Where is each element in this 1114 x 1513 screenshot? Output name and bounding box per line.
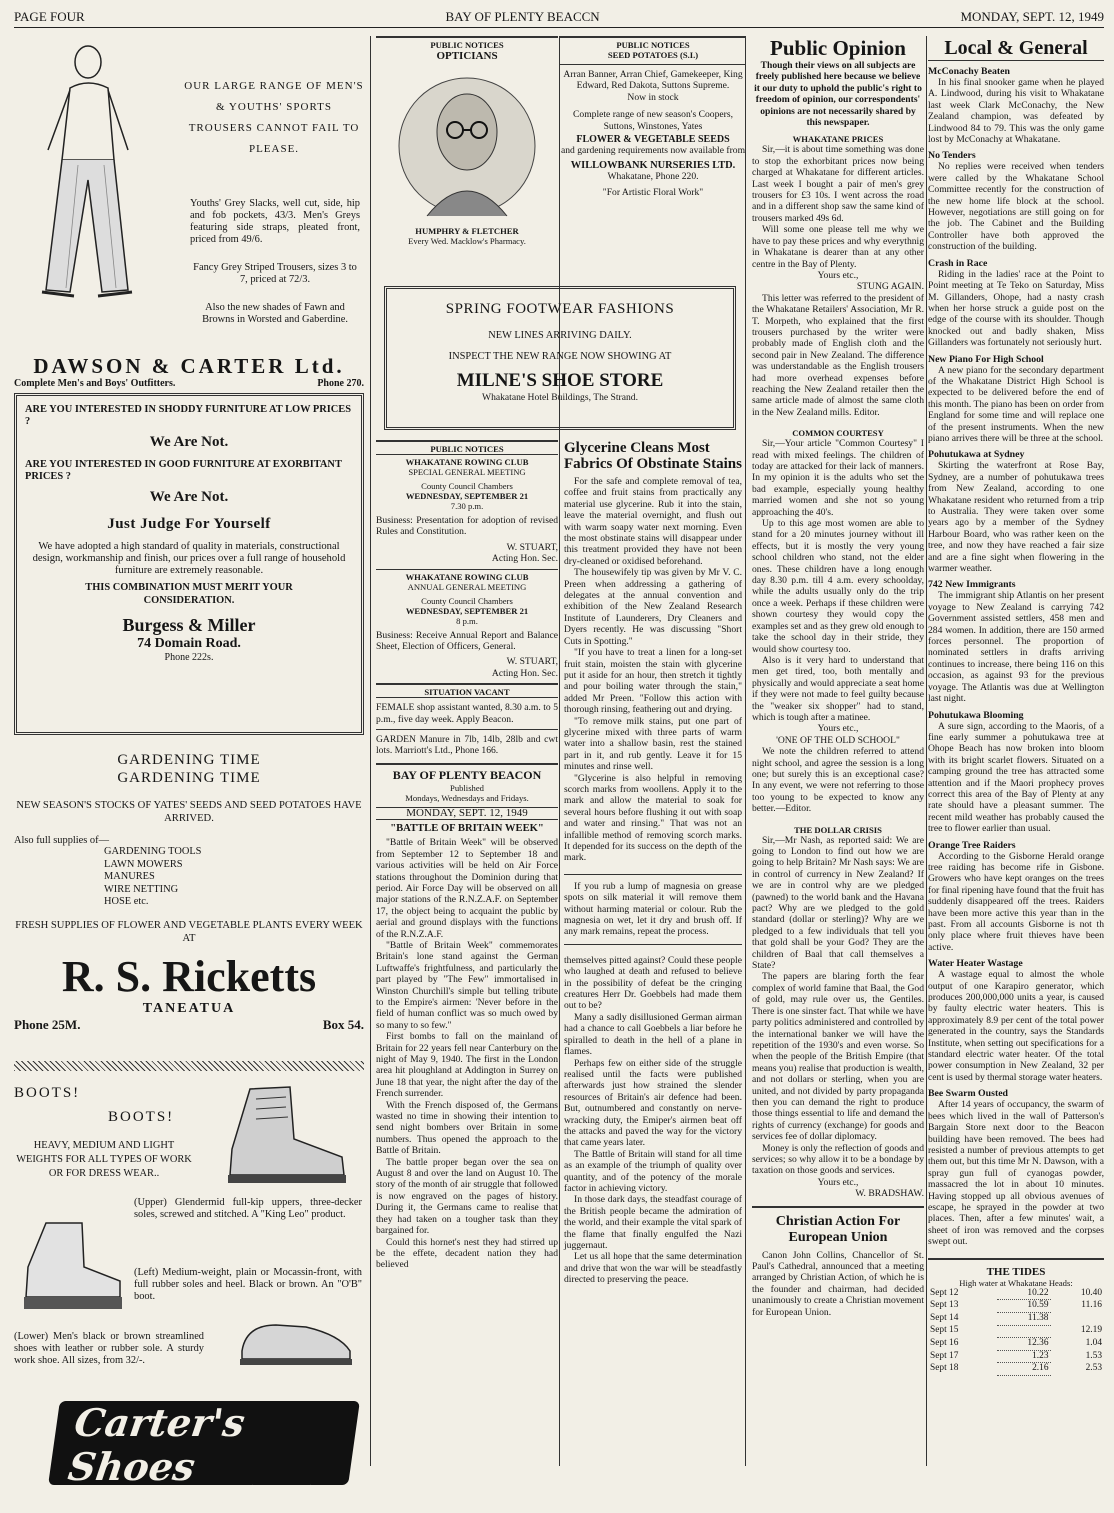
seed-column bbox=[560, 36, 746, 276]
opinion-heading-dollar: THE DOLLAR CRISIS bbox=[794, 824, 882, 835]
milnes-name: MILNE'S SHOE STORE bbox=[456, 370, 664, 391]
local-column bbox=[928, 36, 1104, 1466]
tide-evening: 1.04 bbox=[1085, 1337, 1102, 1348]
local-item-text: According to the Gisborne Herald orange tree raiding has become rife in Gisbone. Growers who have kept oranges on the trees for final ripening have found that the fruit has suddenly disappeared off the trees. Raiders have been more active this year than in the past. From all accounts Gisborne is not th only place where fruit thieves have been active. bbox=[928, 850, 1104, 953]
tide-evening bbox=[1051, 1313, 1105, 1326]
bob-p3: First bombs to fall on the mainland of Britain for 22 years fell near Canterbury on the night of May 9, 1940. The first in the London area hit ploughland at Addington in Surrey on June 18 that year, the night after the day of the French surrender. bbox=[376, 1031, 558, 1100]
dawson-name: DAWSON & CARTER Ltd. bbox=[33, 354, 345, 378]
tide-evening: 11.16 bbox=[1081, 1300, 1102, 1311]
local-item-heading: 742 New Immigrants bbox=[928, 579, 1016, 591]
burgess-body: We have adopted a high standard of quality in materials, constructional design, workmanship and finish, our prices over a full range of household furniture are extremely reasonable. bbox=[32, 541, 346, 576]
notice-label: PUBLIC NOTICES bbox=[430, 444, 504, 454]
glycerine-p2: The housewifely tip was given by Mr V. C. Preen when addressing a gathering of delegates at the annual convention and exhibition of the New Zealand Research Institute of Launderers, Dry Cleaners and Dyers recently. He was discussing "Short Cuts in Spotting." bbox=[564, 567, 742, 647]
ricketts-town: TANEATUA bbox=[142, 1000, 236, 1016]
willowbank-motto: "For Artistic Floral Work" bbox=[602, 186, 704, 198]
beacon-masthead bbox=[376, 763, 558, 820]
rowing-meeting-1: SPECIAL GENERAL MEETING bbox=[408, 467, 526, 477]
christian-title: Christian Action For European Union bbox=[775, 1213, 901, 1245]
seed-varieties: Arran Banner, Arran Chief, Gamekeeper, King Edward, Red Dakota, Suttons Supreme. bbox=[563, 69, 743, 92]
local-item-heading: Bee Swarm Ousted bbox=[928, 1088, 1009, 1100]
ricketts-seeds: NEW SEASON'S STOCKS OF YATES' SEEDS AND SEED POTATOES HAVE ARRIVED. bbox=[16, 800, 362, 824]
local-item-text: Skirting the waterfront at Rose Bay, Sydney, are a number of pohutukawa trees from New Zealand, according to one Whakatane resident who returned from a trip to Australia. They were taken over some years ago by a member of the Sydney Harbour Board, who was rather keen on the tree, and now they have reached a fair size and are a fine sight when flowering in the warmer weather. bbox=[928, 460, 1104, 575]
notices-column-lower bbox=[376, 440, 558, 1466]
rowing-meeting-2: ANNUAL GENERAL MEETING bbox=[407, 581, 527, 592]
notice-label: PUBLIC NOTICES bbox=[616, 40, 690, 50]
dawson-footer bbox=[14, 378, 364, 389]
boots-left: (Left) Medium-weight, plain or Mocassin-front, with full rubber soles and heel. Black or brown. An "O'B" boot. bbox=[134, 1267, 362, 1302]
local-item-text: No replies were received when tenders were called by the Whakatane School Committee recently for the construction of the new home life block at the school. However, negotiations are still going on for the job. The Cabinet and the Building Controller have both approved the construction of the building. bbox=[928, 161, 1104, 253]
bob-p6: Could this hornet's nest they had stirred up be the effete, decadent nation they had believed bbox=[376, 1236, 558, 1271]
rowing-sig-2: W. STUART, bbox=[506, 656, 558, 668]
seed-potatoes-notice bbox=[560, 36, 746, 198]
dawson-tagline: Complete Men's and Boys' Outfitters. bbox=[14, 378, 176, 389]
boots-heading-1: BOOTS! bbox=[14, 1085, 81, 1101]
local-title: Local & General bbox=[944, 37, 1088, 59]
carters-shoes-ad bbox=[14, 1071, 364, 1512]
local-item-heading: Crash in Race bbox=[928, 257, 988, 269]
rowing-time-1: 7.30 p.m. bbox=[450, 501, 484, 511]
ricketts-fresh: FRESH SUPPLIES OF FLOWER AND VEGETABLE PLANTS EVERY WEEK AT bbox=[15, 919, 363, 944]
paper-name: BAY OF PLENTY BEACCN bbox=[445, 8, 600, 24]
ricketts-ad bbox=[14, 751, 364, 1053]
burgess-a1: We Are Not. bbox=[149, 434, 229, 450]
opinion-dollar-1: Sir,—Mr Nash, as reported said: We are going to London to find out how we are going to help Britain? Mr Nash says: We are in control of currency in New Zealand? If we are in control why are we pledged (pawned) to the world bank and the Havana pact? Why are we pledged to the gold standard (dollar or sterling)? Why are we pledged to a few individuals that tell you that gold shall be your God? They are the children of Baal that call themselves a State? bbox=[752, 834, 924, 972]
glycerine-p4: "To remove milk stains, put one part of glycerine mixed with three parts of warm water into a shallow basin, rest the stained part in it, and rub gently. Leave it for 15 minutes and rinse well. bbox=[564, 715, 742, 773]
dawson-shades: Also the new shades of Fawn and Browns in Worsted and Gaberdine. bbox=[202, 302, 348, 325]
carters-slogan: Leaders in Stylish Footwear bbox=[62, 1495, 246, 1512]
tides-table bbox=[928, 1288, 1104, 1377]
local-item-heading: Pohutukawa Blooming bbox=[928, 709, 1024, 721]
tide-day: Sept 18 bbox=[930, 1363, 959, 1374]
milnes-address: Whakatane Hotel Buildings, The Strand. bbox=[482, 392, 638, 403]
dawson-intro: OUR LARGE RANGE OF MEN'S & YOUTHS' SPORTS TROUSERS CANNOT FAIL TO PLEASE. bbox=[184, 80, 364, 155]
ads-column bbox=[14, 36, 364, 1512]
tide-day: Sept 14 bbox=[930, 1313, 959, 1324]
tide-day: Sept 13 bbox=[930, 1300, 959, 1311]
burgess-phone: Phone 222s. bbox=[164, 652, 214, 663]
local-item-text: The immigrant ship Atlantis on her present voyage to New Zealand is carrying 742 Government assisted settlers, 458 men and 284 women. In addition, there are 150 armed forces personnel. The proportion of nominated settlers in drafts arriving continues to increase, there being 116 on this occasion, as against 93 for the previous voyage. The Atlantis was due at Wellington last night. bbox=[928, 590, 1104, 705]
opinion-courtesy-3: Also is it very hard to understand that men get tired, too, both mentally and physically and would appreciate a seat home if they were not made to feel guilty because the "weaker six shopper" had to stand, which is tough after a matinee. bbox=[752, 654, 924, 723]
milnes-line-2: INSPECT THE NEW RANGE NOW SHOWING AT bbox=[448, 351, 672, 362]
tide-evening: 10.40 bbox=[1080, 1287, 1102, 1298]
milnes-title: SPRING FOOTWEAR FASHIONS bbox=[445, 301, 675, 317]
dress-shoe-illustration bbox=[236, 1311, 356, 1371]
opinion-courtesy-4: Yours etc., bbox=[817, 723, 859, 735]
rowing-notices bbox=[376, 440, 558, 679]
glycerine-p1: For the safe and complete removal of tea, coffee and fruit stains from practically any material use glycerine. Rub it into the stain, leave the material overnight, and flush out with warm soapy water next morning. Even the most obstinate stains will disappear under this treatment provided they have not been dry-cleaned or oxidised beforehand. bbox=[564, 476, 742, 567]
bob2-p2: Many a sadly disillusioned German airman had a chance to call Goebbels a liar before he spiralled to death in the hell of a plane in flames. bbox=[564, 1011, 742, 1058]
dawson-phone: Phone 270. bbox=[317, 378, 364, 389]
beacon-days: Mondays, Wednesdays and Fridays. bbox=[405, 792, 529, 803]
rowing-sig-1b: Acting Hon. Sec. bbox=[491, 553, 558, 565]
seed-range: Complete range of new season's Coopers, Suttons, Winstones, Yates bbox=[573, 109, 733, 132]
decorative-border bbox=[14, 1061, 364, 1071]
opinion-intro: Though their views on all subjects are freely published here because we believe it our duty to uphold the public's right to freedom of opinion, our correspondents' opinions are not necessarily shared by this newspaper. bbox=[754, 60, 922, 129]
seed-garden: and gardening requirements now available from bbox=[560, 145, 746, 157]
tides-subtitle: High water at Whakatane Heads: bbox=[959, 1277, 1073, 1288]
opinion-courtesy-5: 'ONE OF THE OLD SCHOOL" bbox=[776, 734, 900, 746]
bob2-p3: Perhaps few on either side of the struggle realised until the facts were published afterwards just how strained the slender resources of Britain's air defence had been. But, outnumbered and constantly on nerve-wracking duty, the Emiper's airmen beat off the attacks and paved the way for the victory that came years later. bbox=[564, 1057, 742, 1149]
local-item-heading: Orange Tree Raiders bbox=[928, 839, 1016, 851]
opinion-courtesy-6: We note the children referred to attend night school, and agree the session is a long one; but surely this is an exceptional case? In any event, we were not referring to those too young to be expected to know any better.—Editor. bbox=[752, 746, 924, 815]
opinion-dollar-5: W. BRADSHAW. bbox=[855, 1188, 924, 1200]
ricketts-phone: Phone 25M. bbox=[14, 1016, 81, 1032]
willowbank-name: WILLOWBANK NURSERIES LTD. bbox=[570, 160, 736, 172]
carters-logo-text: Carter's Shoes bbox=[65, 1400, 248, 1489]
local-item-heading: Pohutukawa at Sydney bbox=[928, 449, 1025, 461]
opinion-heading-courtesy: COMMON COURTESY bbox=[792, 428, 884, 439]
opinion-title: Public Opinion bbox=[770, 36, 906, 60]
glycerine-title: Glycerine Cleans Most Fabrics Of Obstinate Stains bbox=[564, 440, 742, 472]
situation-female: FEMALE shop assistant wanted, 8.30 a.m. to 5 p.m., five day week. Apply Beacon. bbox=[376, 702, 558, 725]
masthead bbox=[14, 6, 1104, 28]
rowing-business-2: Business: Receive Annual Report and Balance Sheet, Election of Officers, General. bbox=[376, 629, 558, 653]
tide-row bbox=[928, 1325, 1104, 1337]
beacon-date: MONDAY, SEPT. 12, 1949 bbox=[406, 806, 528, 819]
work-boot-illustration bbox=[210, 1079, 350, 1189]
boots-weights: HEAVY, MEDIUM AND LIGHT WEIGHTS FOR ALL TYPES OF WORK OR FOR DRESS WEAR.. bbox=[16, 1140, 192, 1179]
tide-row bbox=[928, 1288, 1104, 1300]
beacon-published: Published bbox=[450, 782, 484, 793]
milnes-line-1: NEW LINES ARRIVING DAILY. bbox=[488, 330, 632, 341]
column-rule bbox=[370, 36, 371, 1466]
ricketts-heading-2: GARDENING TIME bbox=[117, 770, 261, 786]
seed-title: SEED POTATOES (S.I.) bbox=[607, 50, 699, 60]
bob-p1: "Battle of Britain Week" will be observed from September 12 to September 18 and various activities will be held on Air Force stations throughout the Dominion during that period. Air Force Day will be observed on all major stations of the R.N.Z.A.F. on September 17, the object being to acquaint the public by aerial and ground displays with the functions of the R.N.Z.A.F. bbox=[376, 837, 558, 940]
tide-evening: 2.53 bbox=[1085, 1363, 1102, 1374]
burgess-q1: ARE YOU INTERESTED IN SHODDY FURNITURE AT LOW PRICES ? bbox=[25, 404, 352, 427]
boots-heading-2: BOOTS! bbox=[108, 1109, 175, 1125]
tide-morning bbox=[997, 1325, 1050, 1337]
local-item-text: A new piano for the secondary department of the Whakatane District High School is expected to be delivered before the end of this month. The piano has been on order from England for some time and will replace one of the present instruments. When the new piano arrives there will be three at the school. bbox=[928, 364, 1104, 444]
rowing-sig-1: W. STUART, bbox=[506, 541, 558, 553]
rowing-date-1: WEDNESDAY, SEPTEMBER 21 bbox=[405, 491, 529, 501]
tide-morning: 11.38 bbox=[997, 1313, 1050, 1326]
opinion-prices-5: This letter was referred to the president of the Whakatane Retailers' Association, Mr R. T. Morpeth, who explained that the first trousers purchased by the writer were probably made of English cloth and the second pair in New Zealand. The difference was understandable as the English trousers had more overhead expenses before reaching the New Zealand retailer then the same article made of almost the same cloth in the New Zealand mills. Editor. bbox=[752, 292, 924, 418]
boots-upper: (Upper) Glendermid full-kip uppers, three-decker soles, screwed and stitched. A "King Leo" product. bbox=[134, 1197, 362, 1220]
local-item-heading: McConachy Beaten bbox=[928, 66, 1010, 77]
local-items bbox=[928, 66, 1104, 1248]
seed-fv: FLOWER & VEGETABLE SEEDS bbox=[576, 134, 730, 146]
optician-name: HUMPHRY & FLETCHER bbox=[415, 226, 519, 236]
opinion-prices-2: Will some one please tell me why we have to pay these prices and why everythnig in Whakatane is dearer than at any other centre in the Bay of Plenty. bbox=[752, 224, 924, 270]
burgess-merit: THIS COMBINATION MUST MERIT YOUR CONSIDERATION. bbox=[85, 582, 293, 606]
tide-morning: 2.16 bbox=[997, 1363, 1050, 1376]
tide-morning: 10.22 bbox=[997, 1288, 1050, 1300]
ricketts-item: WIRE NETTING bbox=[104, 883, 179, 895]
burgess-address: 74 Domain Road. bbox=[137, 636, 241, 651]
situation-garden: GARDEN Manure in 7lb, 14lb, 28lb and cwt lots. Marriott's Ltd., Phone 166. bbox=[376, 734, 558, 757]
newspaper-page bbox=[14, 6, 1104, 1512]
tide-day: Sept 16 bbox=[930, 1337, 959, 1348]
ricketts-item: GARDENING TOOLS bbox=[104, 846, 202, 857]
glycerine-article bbox=[564, 440, 742, 945]
rowing-sig-2b: Acting Hon. Sec. bbox=[491, 667, 558, 679]
bob2-p1: themselves pitted against? Could these people who laughed at death and refused to believe in the possibility of defeat be the cringing creatures Herr Dr. Goebbels had made them out to be? bbox=[564, 954, 742, 1012]
milnes-ad bbox=[384, 286, 736, 430]
ricketts-box: Box 54. bbox=[322, 1016, 364, 1032]
tide-evening: 12.19 bbox=[1080, 1325, 1102, 1336]
opticians-notice bbox=[376, 36, 558, 246]
tide-morning: 12.36 bbox=[997, 1337, 1050, 1350]
rowing-club-2: WHAKATANE ROWING CLUB bbox=[405, 571, 529, 582]
battle-of-britain-continued bbox=[564, 955, 742, 1286]
glycerine-p6: If you rub a lump of magnesia on grease spots on silk material it will remove them without harming material or colour. Rub the magnesia on wet, let it dry and brush off. If any mark remains, repeat the process. bbox=[564, 880, 742, 938]
burgess-miller-ad bbox=[14, 393, 364, 735]
situation-label: SITUATION VACANT bbox=[424, 687, 510, 698]
tide-row bbox=[928, 1350, 1104, 1363]
willowbank-phone: Whakatane, Phone 220. bbox=[607, 171, 699, 183]
local-item-heading: Water Heater Wastage bbox=[928, 958, 1023, 970]
local-item-text: A wastage equal to almost the whole output of one Karapiro generator, which produces 200,000,000 units a year, is caused by faulty electric water heaters. This is approximately 8.9 per cent of the total power generated in the country, says the Standards Institute, when setting out specifications for a standard electric water heater. Of the total power consumption in New Zealand, 32 per cent is used by thermal storage water heaters. bbox=[928, 969, 1104, 1083]
notice-label: PUBLIC NOTICES bbox=[430, 40, 504, 50]
ricketts-name: R. S. Ricketts bbox=[61, 951, 317, 1001]
rowing-venue-1: County Council Chambers bbox=[421, 481, 513, 491]
opinion-prices-1: Sir,—it is about time something was done to stop the exhorbitant prices now being charged at Whakatane for different articles. Last week I bought a pair of men's grey trousers for £3 10s. I went across the road and in a different shop saw the same kind of trousers marked 49s 6d. bbox=[752, 144, 924, 224]
opinion-heading-prices: WHAKATANE PRICES bbox=[792, 134, 884, 145]
local-item-text: After 14 years of occupancy, the swarm of bees which lived in the wall of Patterson's Bargain Store next door to the Beacon building have been removed. The bees had resisted a number of previous attempts to get them out, but this time Mr N. Dawson, with a spray gun full of cyanogas powder, massacred the lot in about 10 minutes. Having stopped up all obvious avenues of escape, he sprayed in the powder at two places. Then, after a few minutes' wait, a sheet of iron was removed and the corpses swept out. bbox=[928, 1099, 1104, 1248]
local-item-text: A sure sign, according to the Maoris, of a fine early summer a pohutukawa tree at Ohope Beach has now broken into bloom with its bright scarlet flowers. Situated on a camping ground the tree has attracted some attention and if the Maori prophecy proves correct this area of the Bay of Plenty at any rate should have a pleasant summer. The recent mild weather has probably caused the tree to flower earlier than usual. bbox=[928, 720, 1104, 835]
rowing-time-2: 8 p.m. bbox=[456, 615, 478, 626]
optician-when: Every Wed. Macklow's Pharmacy. bbox=[408, 236, 526, 246]
tide-row bbox=[928, 1337, 1104, 1350]
opinion-prices-3: Yours etc., bbox=[817, 269, 859, 281]
opinion-courtesy-2: Up to this age most women are able to stand for a 20 minutes journey without ill effects, but it is mostly the very young school children who stand, not the elder ones. These children have a long enough day 8.30 p.m. till 4 a.m. every schoolday, while the adults usually only do the trip once a week. Perhaps if these children were shown courtesy they would copy the examples set and as they grew old enough to take the school day in their stride, they would show courtesy too. bbox=[752, 518, 924, 655]
page-number: PAGE FOUR bbox=[14, 8, 85, 24]
ricketts-footer bbox=[14, 1017, 364, 1033]
rowing-date-2: WEDNESDAY, SEPTEMBER 21 bbox=[405, 605, 529, 616]
tide-row bbox=[928, 1363, 1104, 1376]
local-item-heading: No Tenders bbox=[928, 150, 976, 162]
burgess-q2: ARE YOU INTERESTED IN GOOD FURNITURE AT EXORBITANT PRICES ? bbox=[25, 459, 342, 482]
carters-logo bbox=[48, 1400, 360, 1512]
tide-row bbox=[928, 1300, 1104, 1313]
rowing-club-1: WHAKATANE ROWING CLUB bbox=[405, 457, 529, 467]
glycerine-p3: "If you have to treat a linen for a long-set fruit stain, moisten the stain with glycerine put it aside for an hour, then stretch it tightly and pour boiling water through the stain," added Mr Preen. "Follow this action with thorough rinsing, feathering out and drying. bbox=[564, 647, 742, 716]
man-in-trousers-illustration bbox=[18, 40, 168, 310]
opinion-courtesy-1: Sir,—Your article "Common Courtesy" I read with mixed feelings. The children of today are attacked for their lack of manners. In my opinion it is the adults who set the bad example, especially young healthy married women and she not so young approaching the 40's. bbox=[752, 438, 924, 518]
bob-p4: With the French disposed of, the Germans wasted no time in showing their intention to send night bombers over Britain in some numbers. Thus opened the approach to the Battle of Britain. bbox=[376, 1099, 558, 1157]
glycerine-p5: "Glycerine is also helpful in removing scorch marks from woollens. Apply it to the mark and allow the material to soak for several hours before flushing it out with soap and water and rinsing." That was not an infallible method of removing scorch marks. It depended for its success on the depth of the mark. bbox=[564, 772, 742, 864]
local-item-text: Riding in the ladies' race at the Point to Point meeting at Te Teko on Saturday, Miss M. Gillanders, Ohope, had a nasty crash when her horse struck a guide post on the edge of the course with its shoulder. Though knocked out and badly shaken, Miss Gillanders was fortunately not seriously hurt. bbox=[928, 268, 1104, 349]
ricketts-item: MANURES bbox=[104, 871, 155, 883]
tide-day: Sept 17 bbox=[930, 1350, 959, 1361]
rubber-sole-boot-illustration bbox=[16, 1217, 126, 1317]
bob2-p6: Let us all hope that the same determination and drive that won the war will be steadfastly directed to preserving the peace. bbox=[564, 1251, 742, 1286]
burgess-name: Burgess & Miller bbox=[122, 615, 256, 635]
ricketts-also: Also full supplies of— bbox=[14, 835, 109, 846]
optician-portrait bbox=[397, 66, 537, 226]
tides-title: THE TIDES bbox=[986, 1265, 1046, 1278]
opticians-title: OPTICIANS bbox=[436, 50, 498, 62]
tide-day: Sept 12 bbox=[930, 1287, 959, 1298]
local-item-text: In his final snooker game when he played A. Lindwood, during his visit to Whakatane last week Clark McConachy, the New Zealand champion, was defeated by Lindwood 84 to 79. This was the only game lost by McConachy at Whakatane. bbox=[928, 77, 1104, 146]
ricketts-item: HOSE etc. bbox=[104, 896, 149, 908]
bob-p2: "Battle of Britain Week" commemorates Britain's lone stand against the German Luftwaffe's frightfulness, and particularly the part played by "The Few" immortalised in Winston Churchill's simple but telling tribute to the Empire's airmen: 'Never before in the field of human conflict was so much owed by so many to so few." bbox=[376, 939, 558, 1031]
opinion-dollar-2: The papers are blaring forth the fear complex of world famine that Baal, the God of gold, may rule over us, the Gentiles. There is one sinster fact. That while we have party politics administered and controlled by the international banker we will have the repetition of the 1930's and even worse. So when the people of the British Empire (that means you) realise that production is wealth, and not dollars or sterling, when you are united, and not divided by party propaganda then you can demand the right to produce those things essential to life and demand the rights of currency (exchange) for goods and services fee of dollar diplomacy. bbox=[752, 971, 924, 1143]
glycerine-column bbox=[564, 440, 742, 1466]
rowing-business-1: Business: Presentation for adoption of revised Rules and Constitution. bbox=[376, 515, 558, 538]
burgess-judge: Just Judge For Yourself bbox=[107, 516, 271, 532]
carters-logo-sub: (WHAKATANE) LTD. bbox=[249, 1483, 335, 1493]
dawson-slacks: Youths' Grey Slacks, well cut, side, hip and fob pockets, 43/3. Men's Greys featuring side straps, pleated front, priced from 49/6. bbox=[190, 198, 360, 245]
tide-morning: 10.59 bbox=[997, 1300, 1050, 1313]
tide-morning: 1.23 bbox=[997, 1350, 1050, 1363]
opinion-prices-4: STUNG AGAIN. bbox=[856, 281, 924, 293]
beacon-name: BAY OF PLENTY BEACON bbox=[392, 767, 542, 782]
local-item-heading: New Piano For High School bbox=[928, 353, 1044, 365]
opinion-dollar-4: Yours etc., bbox=[817, 1176, 859, 1188]
opinion-dollar-3: Money is only the reflection of goods and services; so why allow it to be a bondage by taxation on those goods and services. bbox=[752, 1142, 924, 1177]
battle-of-britain-article bbox=[376, 823, 558, 1270]
issue-date: MONDAY, SEPT. 12, 1949 bbox=[960, 8, 1104, 24]
tide-evening: 1.53 bbox=[1085, 1350, 1102, 1361]
ricketts-item: LAWN MOWERS bbox=[104, 858, 183, 870]
opinion-column bbox=[752, 36, 924, 1466]
christian-body: Canon John Collins, Chancellor of St. Paul's Cathedral, announced that a meeting arranged by Christian Action, of which he is the founder and chairman, had decided unanimously to create a Christian movement for European Union. bbox=[752, 1249, 924, 1318]
bob2-p4: The Battle of Britain will stand for all time as an example of the triumph of quality over quantity, and of the potency of the morale factor in achieving victory. bbox=[564, 1148, 742, 1194]
boots-lower: (Lower) Men's black or brown streamlined shoes with leather or rubber sole. A sturdy work shoe. All sizes, from 32/-. bbox=[14, 1331, 204, 1366]
seed-stock: Now in stock bbox=[627, 91, 679, 103]
bob-p5: The battle proper began over the sea on August 8 and over the land on August 10. The story of the month of air struggle that followed is now engraved on the pages of history. During it, the Germans came to realise that they had taken on a tougher task than they bargained for. bbox=[376, 1156, 558, 1237]
tide-row bbox=[928, 1313, 1104, 1326]
dawson-striped: Fancy Grey Striped Trousers, sizes 3 to 7, priced at 72/3. bbox=[193, 262, 357, 285]
ricketts-heading-1: GARDENING TIME bbox=[117, 752, 261, 768]
column-rule bbox=[926, 36, 927, 1466]
situation-vacant bbox=[376, 683, 558, 757]
ricketts-items bbox=[104, 846, 364, 909]
tide-day: Sept 15 bbox=[930, 1325, 959, 1336]
bob2-p5: In those dark days, the steadfast courage of the British people became the admiration of the world, and their example the vital spark of the flame that finally engulfed the Nazi juggernaut. bbox=[564, 1194, 742, 1251]
bob-title: "BATTLE OF BRITAIN WEEK" bbox=[390, 823, 544, 835]
rowing-venue-2: County Council Chambers bbox=[421, 595, 513, 606]
burgess-a2: We Are Not. bbox=[149, 489, 229, 505]
dawson-carter-ad bbox=[14, 36, 364, 354]
